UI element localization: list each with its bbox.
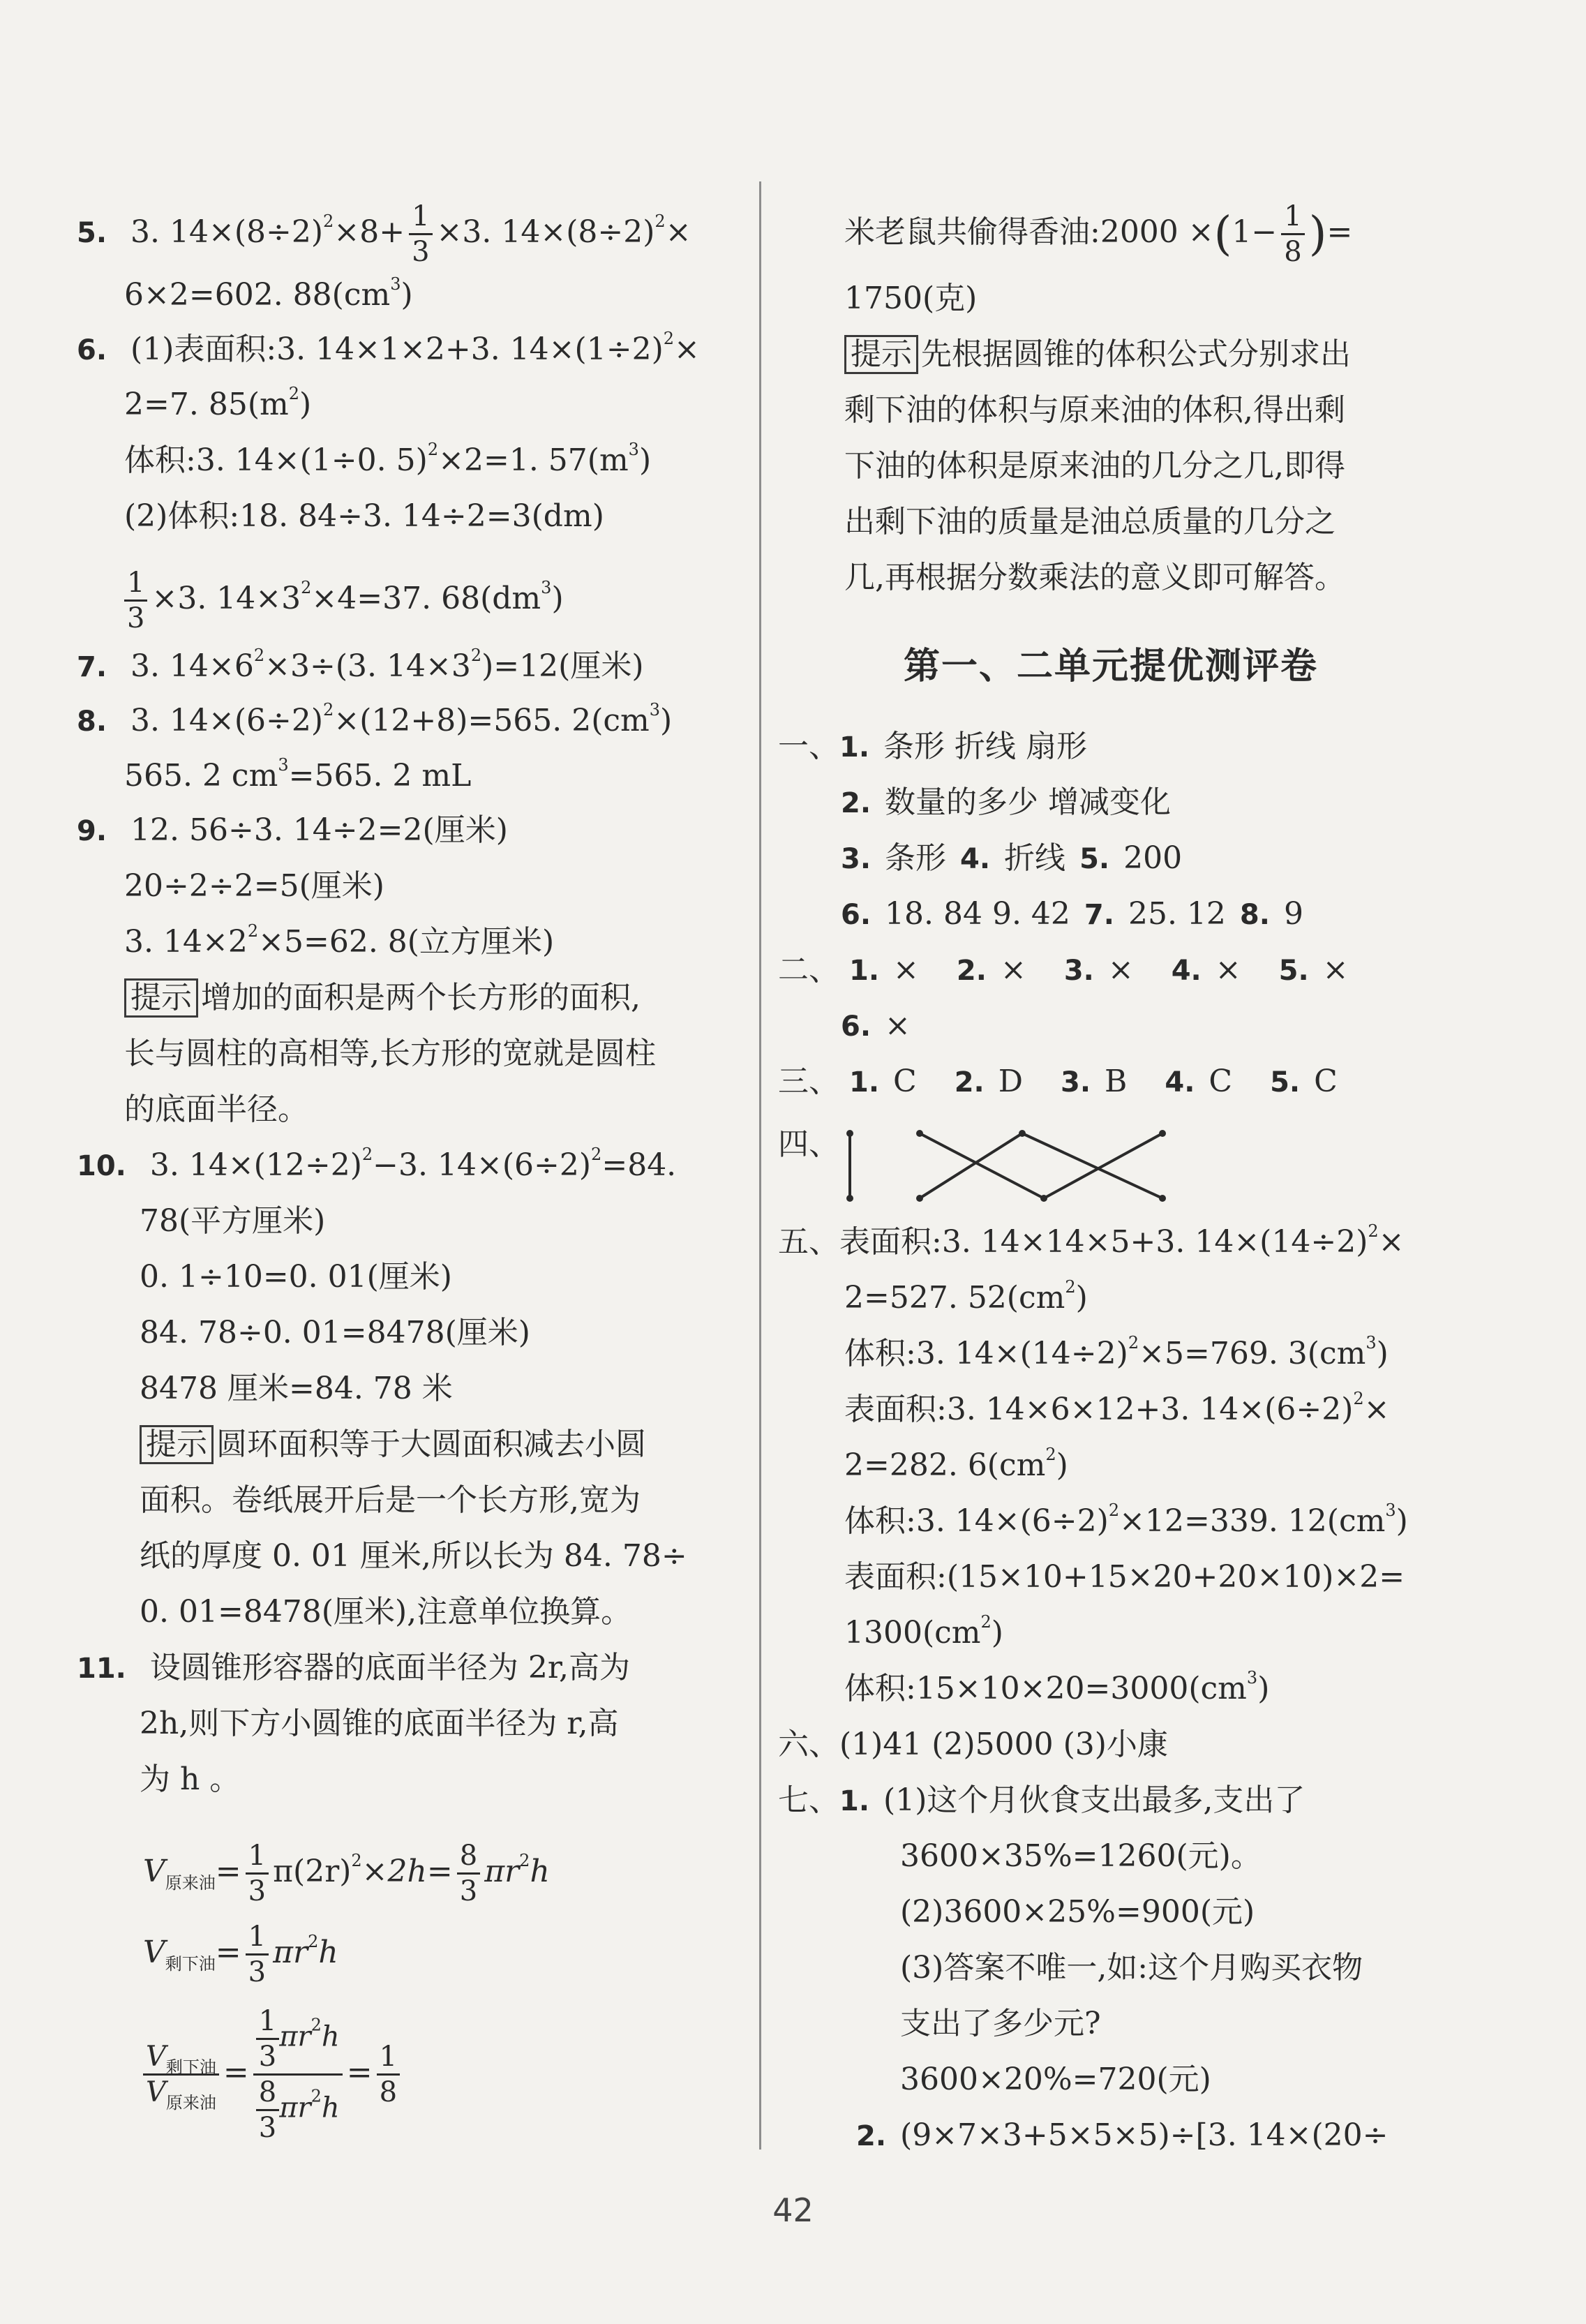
question-number: 9.: [77, 815, 107, 847]
q10-line4: 84. 78÷0. 01=8478(厘米): [140, 1315, 530, 1350]
exponent: 2: [427, 440, 439, 459]
section-label: 七、: [778, 1782, 839, 1818]
q6-line3: [124, 440, 651, 482]
question-number: 1.: [849, 1066, 880, 1098]
section-label: 一、: [778, 729, 839, 764]
exponent: 3: [278, 755, 289, 775]
formula-text: πr: [279, 2020, 311, 2053]
var-v: V: [146, 2041, 166, 2073]
question-number: 7.: [1084, 899, 1114, 931]
cross-mark: ×: [1107, 952, 1134, 988]
formula-text: ): [991, 1615, 1003, 1651]
formula-text: ×4=37. 68(dm: [311, 581, 541, 616]
fraction-bar: [409, 233, 432, 235]
formula-text: 3. 14×(8÷2): [130, 214, 324, 250]
formula-text: 2=527. 52(cm: [844, 1280, 1065, 1316]
formula-text: ×2=1. 57(m: [438, 442, 629, 478]
s1-row3: [841, 837, 1182, 879]
hint-line2: 剩下油的体积与原来油的体积,得出剩: [844, 392, 1345, 428]
question-number: 8.: [1239, 899, 1270, 931]
fraction-denominator: 3: [258, 2112, 277, 2144]
equals-sign: =: [223, 2055, 249, 2090]
choice-answer: C: [1314, 1064, 1338, 1099]
formula-text: ): [638, 442, 652, 478]
exponent: 2: [351, 1851, 362, 1870]
hint-text: 增加的面积是两个长方形的面积,: [201, 980, 641, 1015]
hint-line1: [844, 334, 1351, 375]
formula-text: ×12=339. 12(cm: [1119, 1503, 1386, 1539]
formula-text: πr: [273, 1935, 308, 1970]
fraction-numerator: 8: [258, 2076, 277, 2108]
dot: [916, 1195, 923, 1202]
q8-line2: [124, 755, 471, 797]
question-number: 6.: [841, 1011, 871, 1043]
answer-text: 200: [1123, 840, 1183, 876]
hint-label: 提示: [140, 1425, 214, 1464]
fraction-bar: [1281, 233, 1304, 235]
exponent: 2: [663, 329, 675, 348]
exponent: 3: [1385, 1500, 1396, 1520]
choice-answer: C: [1209, 1064, 1233, 1099]
fraction-numerator: 1: [127, 567, 145, 599]
answer-text: 折线: [1004, 840, 1066, 876]
exponent: 2: [253, 646, 265, 665]
formula-text: ×: [674, 332, 700, 367]
s5-line1: [778, 1221, 1405, 1263]
exponent: 2: [311, 2086, 322, 2106]
q10-line1: [77, 1145, 676, 1186]
choice-answer: B: [1105, 1064, 1128, 1099]
q5-line1: [77, 200, 691, 268]
exponent: 2: [361, 1145, 373, 1164]
question-number: 7.: [77, 651, 107, 683]
s2-row1: [778, 949, 1349, 991]
dot: [1159, 1195, 1166, 1202]
formula-text: =565. 2 mL: [288, 758, 472, 794]
q11-line1: [77, 1647, 630, 1689]
formula-text: h: [321, 2092, 340, 2124]
q9-line3: [124, 921, 554, 963]
formula-text: πr: [484, 1854, 520, 1889]
paren-left: (: [1213, 207, 1232, 261]
formula-text: ×: [665, 214, 691, 250]
var-v: V: [143, 1854, 165, 1889]
formula-text: 3. 14×(6÷2): [130, 703, 324, 738]
v-remaining-equation: [143, 1918, 338, 1988]
fraction: [246, 1842, 269, 1905]
formula-text: ): [1376, 1336, 1389, 1371]
formula-text: ×3. 14×3: [151, 581, 301, 616]
exponent: 2: [1108, 1500, 1120, 1520]
hint-label: 提示: [124, 978, 198, 1018]
fraction: [377, 2043, 400, 2106]
question-number: 2.: [956, 955, 987, 987]
formula-text: 3. 14×2: [124, 924, 248, 960]
question-number: 10.: [77, 1150, 126, 1182]
question-number: 4.: [1165, 1066, 1195, 1098]
exponent: 2: [1353, 1389, 1364, 1408]
s7-line2: 3600×35%=1260(元)。: [900, 1838, 1262, 1874]
formula-text: 6×2=602. 88(cm: [124, 277, 391, 313]
fraction-bar: [246, 1953, 269, 1956]
s1-row1: [778, 726, 1087, 768]
q10-hint-line1: [140, 1424, 646, 1466]
dot: [1040, 1195, 1047, 1202]
hint-text: 先根据圆锥的体积公式分别求出: [921, 336, 1351, 372]
exponent: 2: [1128, 1333, 1139, 1353]
formula-text: 1−: [1232, 214, 1278, 250]
s7-line3: (2)3600×25%=900(元): [900, 1894, 1255, 1930]
subscript: 剩下油: [165, 2057, 216, 2077]
var-v: V: [143, 1935, 165, 1970]
fraction: [457, 1842, 480, 1905]
hint-line5: 几,再根据分数乘法的意义即可解答。: [844, 560, 1345, 595]
fraction: [124, 569, 147, 632]
fraction-denominator: 3: [248, 1875, 267, 1907]
dot: [1019, 1130, 1026, 1137]
fraction-numerator: 1: [1284, 200, 1302, 232]
fraction-numerator: 8: [459, 1840, 478, 1872]
formula-text: π(2r): [273, 1854, 352, 1889]
formula-text: ×: [1378, 1224, 1405, 1260]
answer-text: 25. 12: [1128, 896, 1226, 932]
formula-text: ): [401, 277, 413, 313]
exponent: 2: [323, 211, 334, 231]
section-title: 第一、二单元提优测评卷: [904, 646, 1319, 687]
q8-line1: [77, 700, 672, 742]
dot: [916, 1130, 923, 1137]
formula-text: πr: [279, 2092, 311, 2124]
s2-row2: [841, 1005, 911, 1047]
s7-line4: (3)答案不唯一,如:这个月购买衣物: [900, 1950, 1363, 1986]
s5-line4: [844, 1389, 1390, 1431]
formula-text: ): [299, 387, 312, 422]
equals-sign: =: [215, 1854, 241, 1889]
exponent: 2: [308, 1932, 319, 1951]
s7-line1: [778, 1780, 1305, 1822]
question-number: 6.: [841, 899, 871, 931]
q10-hint-line3: 纸的厚度 0. 01 厘米,所以长为 84. 78÷: [140, 1538, 687, 1574]
hint-text: 圆环面积等于大圆面积减去小圆: [216, 1427, 646, 1462]
s5-line6: [844, 1500, 1408, 1542]
s3-row: [778, 1061, 1338, 1103]
q7-line: [77, 646, 644, 687]
formula-text: 12. 56÷3. 14÷2=2(厘米): [130, 812, 508, 848]
formula-text: 2=7. 85(m: [124, 387, 289, 422]
formula-text: 表面积:3. 14×6×12+3. 14×(6÷2): [844, 1392, 1354, 1427]
exponent: 2: [980, 1612, 992, 1632]
exponent: 3: [628, 440, 639, 459]
exponent: 2: [323, 700, 334, 720]
answer-text: 9: [1283, 896, 1303, 932]
question-number: 1.: [849, 955, 880, 987]
formula-text: h: [530, 1854, 550, 1889]
fraction-bar: [256, 2109, 279, 2111]
s7-line5: 支出了多少元?: [900, 2006, 1101, 2041]
s6-line: [778, 1724, 1168, 1766]
q11-line2: 2h,则下方小圆锥的底面半径为 r,高: [140, 1706, 619, 1741]
formula-text: ): [1056, 1447, 1068, 1483]
formula-text: 体积:3. 14×(14÷2): [844, 1336, 1128, 1371]
section-label: 二、: [778, 952, 839, 988]
cross-mark: ×: [885, 1008, 911, 1043]
q5-line2: [124, 274, 413, 316]
fraction: [143, 2041, 219, 2113]
s5-line9: [844, 1668, 1269, 1710]
q9-line1: [77, 810, 508, 851]
question-number: 8.: [77, 706, 107, 738]
fraction: [256, 2007, 279, 2071]
exponent: 2: [654, 211, 666, 231]
cross-mark: ×: [1000, 952, 1026, 988]
question-number: 11.: [77, 1653, 126, 1685]
exponent: 2: [1045, 1445, 1056, 1464]
q11-line3: 为 h 。: [140, 1761, 241, 1797]
hint-line3: 下油的体积是原来油的几分之几,即得: [844, 448, 1345, 484]
formula-text: −3. 14×(6÷2): [373, 1147, 592, 1183]
q6-line5: [124, 567, 564, 634]
q6-line2: [124, 384, 311, 426]
fraction-denominator: 3: [127, 602, 145, 634]
formula-text: ): [660, 703, 673, 738]
mouse-line2: 1750(克): [844, 281, 978, 316]
formula-text: h: [321, 2020, 340, 2053]
exponent: 2: [247, 921, 259, 941]
formula-text: ×3÷(3. 14×3: [264, 648, 471, 684]
s1-row4: [841, 893, 1303, 935]
q10-line2: 78(平方厘米): [140, 1203, 326, 1239]
formula-text: 表面积:3. 14×14×5+3. 14×(14÷2): [839, 1224, 1368, 1260]
question-number: 2.: [841, 787, 871, 819]
fraction-numerator: 1: [248, 1840, 267, 1872]
s7-line6: 3600×20%=720(元): [900, 2062, 1211, 2097]
formula-text: (1)表面积:3. 14×1×2+3. 14×(1÷2): [130, 332, 664, 367]
fraction-denominator: 3: [258, 2041, 277, 2073]
equals-sign: =: [215, 1935, 241, 1970]
exponent: 2: [591, 1145, 602, 1164]
q10-line5: 8478 厘米=84. 78 米: [140, 1371, 453, 1406]
question-number: 3.: [1061, 1066, 1091, 1098]
subscript: 原来油: [165, 1873, 216, 1893]
answer-text: 条形 折线 扇形: [883, 729, 1088, 764]
exponent: 2: [311, 2015, 322, 2035]
fraction-bar: [377, 2073, 400, 2076]
mouse-line1: [844, 200, 1353, 268]
fraction-bar: [124, 599, 147, 602]
compound-denominator: [253, 2078, 343, 2142]
fraction-bar: [253, 2073, 343, 2076]
section-label: 六、: [778, 1727, 839, 1762]
q10-hint-line2: 面积。卷纸展开后是一个长方形,宽为: [140, 1482, 641, 1518]
exponent: 3: [390, 274, 401, 294]
exponent: 2: [1368, 1221, 1379, 1241]
s5-line3: [844, 1333, 1389, 1375]
s5-line5: [844, 1445, 1068, 1487]
matching-line: [1022, 1133, 1162, 1198]
section-label: 五、: [778, 1224, 839, 1260]
compound-numerator: [253, 2007, 343, 2071]
question-number: 5.: [1270, 1066, 1301, 1098]
page-number: 42: [772, 2191, 814, 2229]
exponent: 3: [1246, 1668, 1258, 1688]
subscript: 剩下油: [165, 1954, 216, 1974]
exponent: 3: [649, 700, 661, 720]
fraction: [1281, 202, 1304, 266]
answer-text: 18. 84 9. 42: [885, 896, 1070, 932]
formula-text: (9×7×3+5×5×5)÷[3. 14×(20÷: [900, 2117, 1389, 2153]
fraction: [256, 2078, 279, 2142]
cross-mark: ×: [893, 952, 919, 988]
formula-text: ×8+: [334, 214, 405, 250]
formula-text: ×3. 14×(8÷2): [436, 214, 655, 250]
choice-answer: C: [893, 1064, 917, 1099]
formula-text: 565. 2 cm: [124, 758, 278, 794]
q9-hint-line1: [124, 977, 641, 1019]
exponent: 2: [1065, 1277, 1076, 1297]
question-number: 5.: [77, 217, 107, 249]
section-label: 三、: [778, 1064, 839, 1099]
formula-text: 3. 14×(12÷2): [149, 1147, 362, 1183]
fraction-denominator: 8: [379, 2076, 398, 2108]
equals-sign: =: [1326, 214, 1353, 250]
fraction-denominator: 3: [248, 1956, 267, 1988]
formula-text: ): [1257, 1671, 1270, 1706]
question-number: 6.: [77, 334, 107, 366]
answer-text: (1)41 (2)5000 (3)小康: [839, 1727, 1168, 1762]
formula-text: ×5=769. 3(cm: [1139, 1336, 1366, 1371]
q9-hint-line3: 的底面半径。: [124, 1092, 308, 1127]
s1-row2: [841, 782, 1171, 824]
cross-mark: ×: [1215, 952, 1241, 988]
fraction-bar: [256, 2038, 279, 2040]
fraction: [246, 1923, 269, 1986]
exponent: 2: [519, 1851, 530, 1870]
q6-line1: [77, 329, 700, 371]
subscript: 原来油: [165, 2093, 216, 2113]
formula-text: ×5=62. 8(立方厘米): [258, 924, 555, 960]
answer-text: 条形: [885, 840, 947, 876]
compound-fraction: [253, 2007, 343, 2142]
question-number: 1.: [839, 731, 870, 764]
formula-text: ): [1075, 1280, 1088, 1316]
paren-right: ): [1308, 207, 1327, 261]
q10-hint-line4: 0. 01=8478(厘米),注意单位换算。: [140, 1594, 632, 1630]
hint-label: 提示: [844, 335, 918, 374]
formula-text: 2=282. 6(cm: [844, 1447, 1046, 1483]
formula-text: 体积:15×10×20=3000(cm: [844, 1671, 1247, 1706]
s5-line2: [844, 1277, 1088, 1319]
matching-diagram: [844, 1125, 1172, 1205]
question-number: 5.: [1278, 955, 1309, 987]
choice-answer: D: [998, 1064, 1024, 1099]
v-original-equation: [143, 1837, 550, 1907]
formula-text: ×: [1363, 1392, 1390, 1427]
formula-text: =84.: [601, 1147, 677, 1183]
exponent: 3: [541, 578, 552, 597]
fraction-numerator: 1: [248, 1921, 267, 1953]
exponent: 2: [301, 578, 312, 597]
fraction-numerator: 1: [258, 2005, 277, 2037]
formula-text: )=12(厘米): [481, 648, 644, 684]
fraction-numerator: [143, 2041, 219, 2077]
s5-line8: [844, 1612, 1003, 1654]
column-divider: [759, 181, 761, 2150]
s7-line7: [856, 2115, 1389, 2157]
question-number: 1.: [839, 1785, 870, 1817]
answer-text: (1)这个月伙食支出最多,支出了: [883, 1782, 1306, 1818]
fraction-denominator: 8: [1284, 236, 1302, 268]
formula-text: ): [1396, 1503, 1408, 1539]
fraction-numerator: 1: [379, 2041, 398, 2073]
formula-text: h: [318, 1935, 338, 1970]
q9-hint-line2: 长与圆柱的高相等,长方形的宽就是圆柱: [124, 1036, 656, 1071]
answer-text: 数量的多少 增减变化: [885, 784, 1172, 820]
fraction-denominator: 3: [412, 236, 430, 268]
fraction-denominator: [143, 2076, 219, 2113]
q10-line3: 0. 1÷10=0. 01(厘米): [140, 1259, 452, 1295]
exponent: 2: [470, 646, 482, 665]
formula-text: ): [551, 581, 564, 616]
fraction-denominator: 3: [459, 1875, 478, 1907]
s5-line7: 表面积:(15×10+15×20+20×10)×2=: [844, 1559, 1405, 1595]
equals-sign: =: [346, 2055, 373, 2090]
cross-mark: ×: [1322, 952, 1349, 988]
dot: [846, 1130, 853, 1137]
fraction-bar: [246, 1872, 269, 1875]
hint-line4: 出剩下油的质量是油总质量的几分之: [844, 504, 1336, 539]
question-number: 4.: [1171, 955, 1202, 987]
fraction-numerator: 1: [412, 200, 430, 232]
question-number: 3.: [1063, 955, 1094, 987]
formula-text: 3. 14×6: [130, 648, 254, 684]
body-text: 米老鼠共偷得香油:2000 ×: [844, 214, 1214, 250]
dot: [846, 1195, 853, 1202]
q9-line2: 20÷2÷2=5(厘米): [124, 868, 384, 904]
formula-text: 体积:3. 14×(1÷0. 5): [124, 442, 428, 478]
exponent: 2: [288, 384, 299, 403]
question-number: 3.: [841, 843, 871, 875]
formula-text: ×(12+8)=565. 2(cm: [334, 703, 650, 738]
formula-text: ×2h=: [361, 1854, 453, 1889]
fraction-bar: [457, 1872, 480, 1875]
question-number: 5.: [1079, 843, 1110, 875]
s4-label: 四、: [778, 1126, 839, 1162]
formula-text: 1300(cm: [844, 1615, 981, 1651]
ratio-equation: [143, 1996, 404, 2150]
matching-line: [920, 1133, 1022, 1198]
question-number: 4.: [960, 843, 991, 875]
formula-text: 体积:3. 14×(6÷2): [844, 1503, 1109, 1539]
question-number: 2.: [856, 2120, 887, 2152]
question-number: 2.: [954, 1066, 985, 1098]
var-v: V: [146, 2076, 166, 2108]
fraction: [409, 202, 432, 266]
dot: [1159, 1130, 1166, 1137]
body-text: 设圆锥形容器的底面半径为 2r,高为: [149, 1650, 631, 1685]
matching-line: [920, 1133, 1044, 1198]
exponent: 3: [1366, 1333, 1377, 1353]
q6-line4: (2)体积:18. 84÷3. 14÷2=3(dm): [124, 498, 604, 534]
